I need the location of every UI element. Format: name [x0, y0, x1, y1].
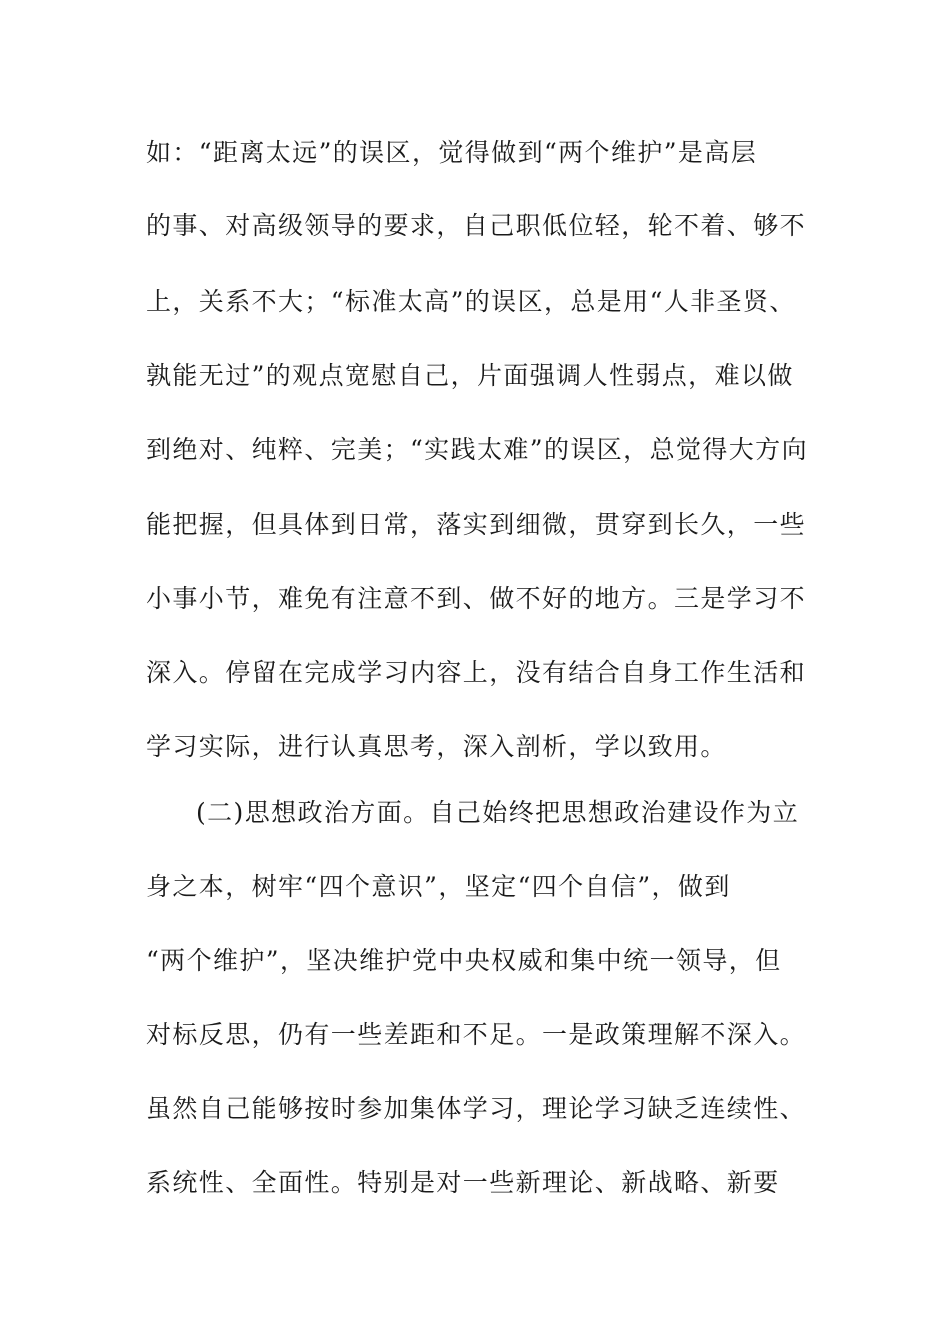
text-line-5: 到绝对、纯粹、完美；“实践太难”的误区，总觉得大方向	[146, 435, 808, 464]
text-line-4: 孰能无过”的观点宽慰自己，片面强调人性弱点，难以做	[146, 361, 794, 390]
text-line-13: 对标反思，仍有一些差距和不足。一是政策理解不深入。	[146, 1020, 807, 1049]
text-line-15: 系统性、全面性。特别是对一些新理论、新战略、新要	[146, 1168, 780, 1197]
text-line-11: 身之本，树牢“四个意识”，坚定“四个自信”，做到	[146, 872, 731, 901]
text-line-6: 能把握，但具体到日常，落实到细微，贯穿到长久，一些	[146, 510, 807, 539]
text-line-2: 的事、对高级领导的要求，自己职低位轻，轮不着、够不	[146, 211, 807, 240]
text-line-12: “两个维护”，坚决维护党中央权威和集中统一领导，但	[146, 946, 782, 975]
text-line-7: 小事小节，难免有注意不到、做不好的地方。三是学习不	[146, 584, 807, 613]
text-line-1: 如：“距离太远”的误区，觉得做到“两个维护”是高层	[146, 138, 758, 167]
text-line-3: 上，关系不大；“标准太高”的误区，总是用“人非圣贤、	[146, 287, 796, 316]
section-heading-line: (二)思想政治方面。自己始终把思想政治建设作为立	[196, 798, 800, 827]
text-line-14: 虽然自己能够按时参加集体学习，理论学习缺乏连续性、	[146, 1094, 807, 1123]
text-line-8: 深入。停留在完成学习内容上，没有结合自身工作生活和	[146, 658, 807, 687]
text-line-9: 学习实际，进行认真思考，深入剖析，学以致用。	[146, 732, 727, 761]
